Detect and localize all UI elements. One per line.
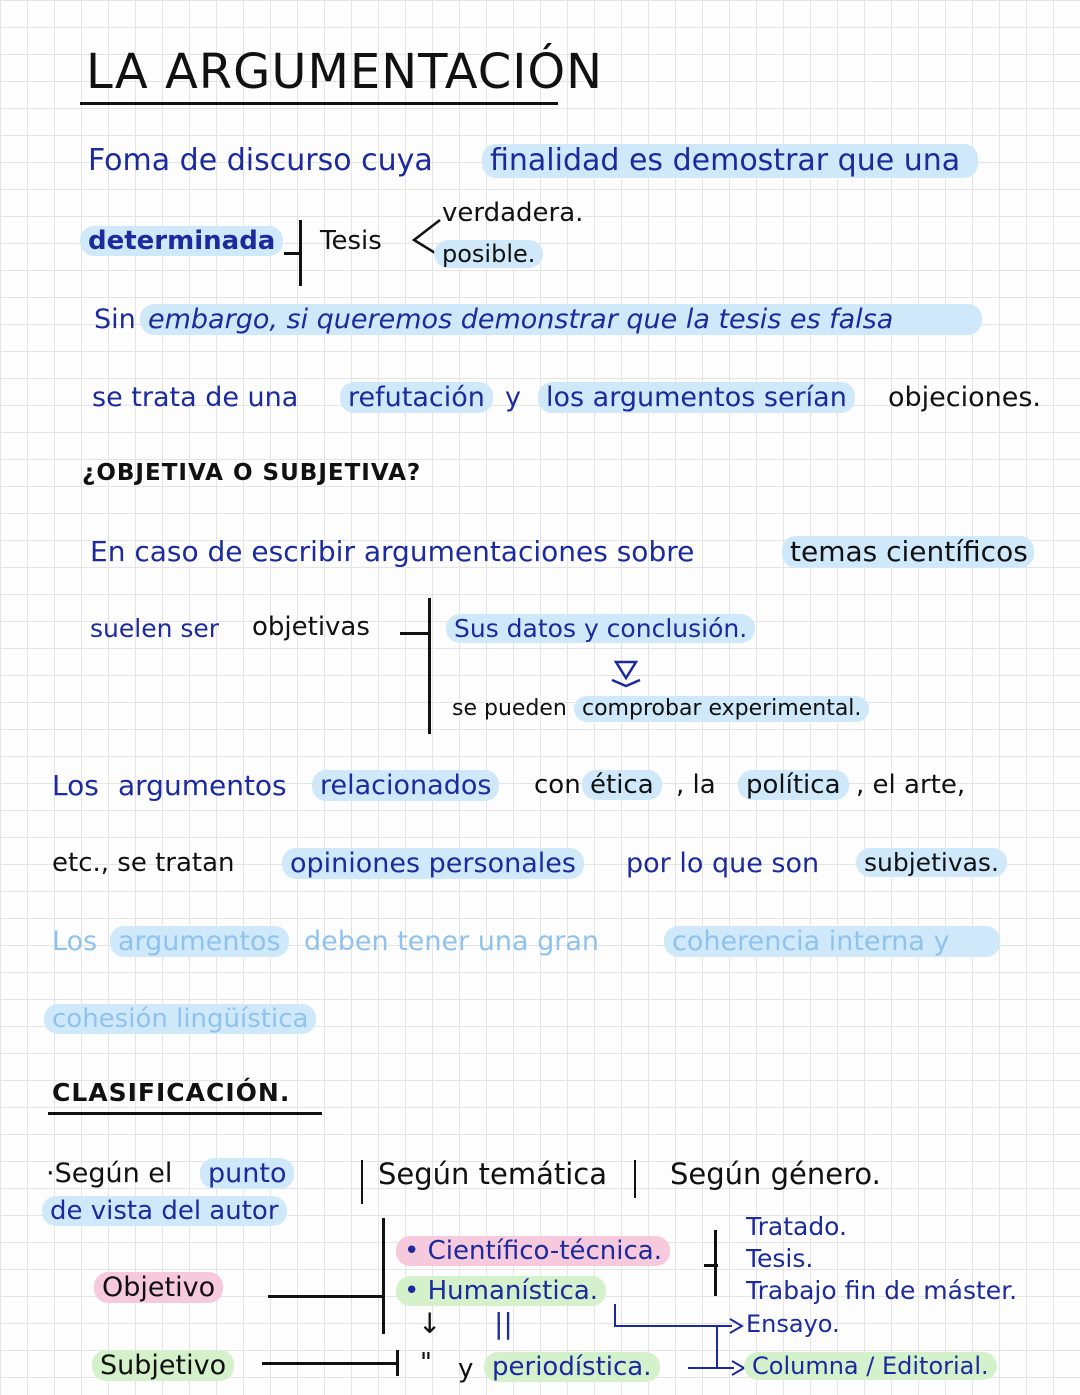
objetivo-connector: [268, 1295, 382, 1298]
scientific-line1-b: temas científicos: [782, 536, 1034, 568]
subjective-line1-d: con: [534, 770, 581, 800]
refutation-line2-c: y: [505, 382, 521, 413]
tematica-item1: • Científico-técnica.: [396, 1236, 670, 1266]
scientific-line1-a: En caso de escribir argumentaciones sobre: [90, 535, 695, 568]
subjective-line2-d: subjetivas.: [856, 848, 1007, 877]
tematica-item2: • Humanística.: [396, 1276, 606, 1306]
coherence-line2: cohesión lingüística: [44, 1004, 316, 1034]
subjective-line1-a: Los: [52, 769, 99, 802]
refutation-line2-e: objeciones.: [888, 382, 1042, 413]
scientific-line2-e: comprobar experimental.: [574, 696, 869, 722]
y-mark: y: [458, 1354, 474, 1384]
objetivo-label: Objetivo: [94, 1272, 223, 1303]
subjective-line2-a: etc., se tratan: [52, 848, 235, 878]
definition-posible: posible.: [434, 240, 543, 268]
genero-ensayo: Ensayo.: [746, 1310, 840, 1338]
down-arrow-mark: ↓: [418, 1307, 442, 1340]
scientific-line2-d: se pueden: [452, 696, 567, 721]
page-title: LA ARGUMENTACIÓN: [86, 44, 604, 100]
genero-bracket-tick: [704, 1264, 718, 1267]
definition-verdadera: verdadera.: [442, 198, 584, 228]
subjective-line2-b: opiniones personales: [282, 848, 584, 879]
genero-tfm: Trabajo fin de máster.: [746, 1276, 1018, 1305]
col3-heading: Según género.: [670, 1157, 881, 1191]
equal-mark: ||: [494, 1307, 513, 1340]
columna-arrow-stem: [716, 1325, 718, 1369]
classification-heading: CLASIFICACIÓN.: [52, 1078, 291, 1107]
coherence-line1-d: coherencia interna y: [664, 926, 1000, 957]
subjective-line2-c: por lo que son: [626, 848, 820, 879]
col1-line1b: punto: [200, 1158, 294, 1189]
classification-underline: [48, 1112, 322, 1115]
genero-columna: Columna / Editorial.: [744, 1352, 997, 1380]
definition-tesis: Tesis: [320, 226, 382, 256]
scientific-line2-b: objetivas: [252, 612, 370, 642]
coherence-line1-b: argumentos: [110, 926, 289, 957]
subjetivo-connector: [262, 1362, 398, 1365]
subjective-line1-g: política: [738, 770, 849, 800]
refutation-line1-a: Sin: [94, 304, 136, 335]
subjective-line1-h: , el arte,: [856, 770, 966, 800]
col2-heading: Según temática: [378, 1157, 608, 1191]
subjective-line1-f: , la: [676, 770, 716, 800]
tematica-bracket: [382, 1218, 385, 1334]
definition-determinada: determinada: [80, 226, 283, 256]
coherence-line1-a: Los: [52, 926, 98, 957]
refutation-line2-b: refutación: [340, 382, 493, 413]
tematica-item3: periodística.: [484, 1352, 660, 1382]
refutation-line2-d: los argumentos serían: [538, 382, 855, 413]
genero-bracket: [714, 1230, 717, 1296]
genero-tratado: Tratado.: [746, 1212, 847, 1241]
genero-tesis: Tesis.: [746, 1244, 814, 1273]
ensayo-arrow-stem: [614, 1304, 616, 1326]
down-arrow-icon: [608, 656, 644, 688]
refutation-line2-a: se trata de una: [92, 382, 299, 413]
ditto-mark: ": [420, 1348, 432, 1378]
scientific-line2-a: suelen ser: [90, 614, 220, 643]
subjective-line1-c: relacionados: [312, 770, 499, 801]
ensayo-arrow-icon: [728, 1317, 744, 1335]
columna-arrow-line: [688, 1367, 734, 1369]
scientific-connector: [400, 632, 428, 635]
scientific-bracket: [428, 598, 431, 734]
ensayo-arrow-line: [614, 1325, 732, 1327]
definition-line1-a: Foma de discurso cuya: [88, 143, 433, 178]
objective-subjective-question: ¿OBJETIVA O SUBJETIVA?: [82, 460, 422, 486]
col-divider-1: [361, 1160, 363, 1204]
subjective-line1-b: argumentos: [118, 769, 287, 802]
scientific-line2-c: Sus datos y conclusión.: [446, 614, 755, 643]
coherence-line1-c: deben tener una gran: [304, 926, 600, 957]
refutation-line1-b: embargo, si queremos demonstrar que la tesis es falsa: [140, 304, 982, 335]
tesis-bracket-horizontal: [284, 252, 302, 255]
col1-line1a: ·Según el: [46, 1158, 173, 1189]
col1-line2: de vista del autor: [42, 1196, 287, 1226]
subjetivo-tick: [396, 1350, 399, 1376]
title-underline: [80, 102, 558, 105]
subjective-line1-e: ética: [582, 770, 662, 800]
definition-line1-b: finalidad es demostrar que una: [482, 144, 978, 178]
col-divider-2: [634, 1160, 636, 1198]
subjetivo-label: Subjetivo: [92, 1350, 234, 1381]
